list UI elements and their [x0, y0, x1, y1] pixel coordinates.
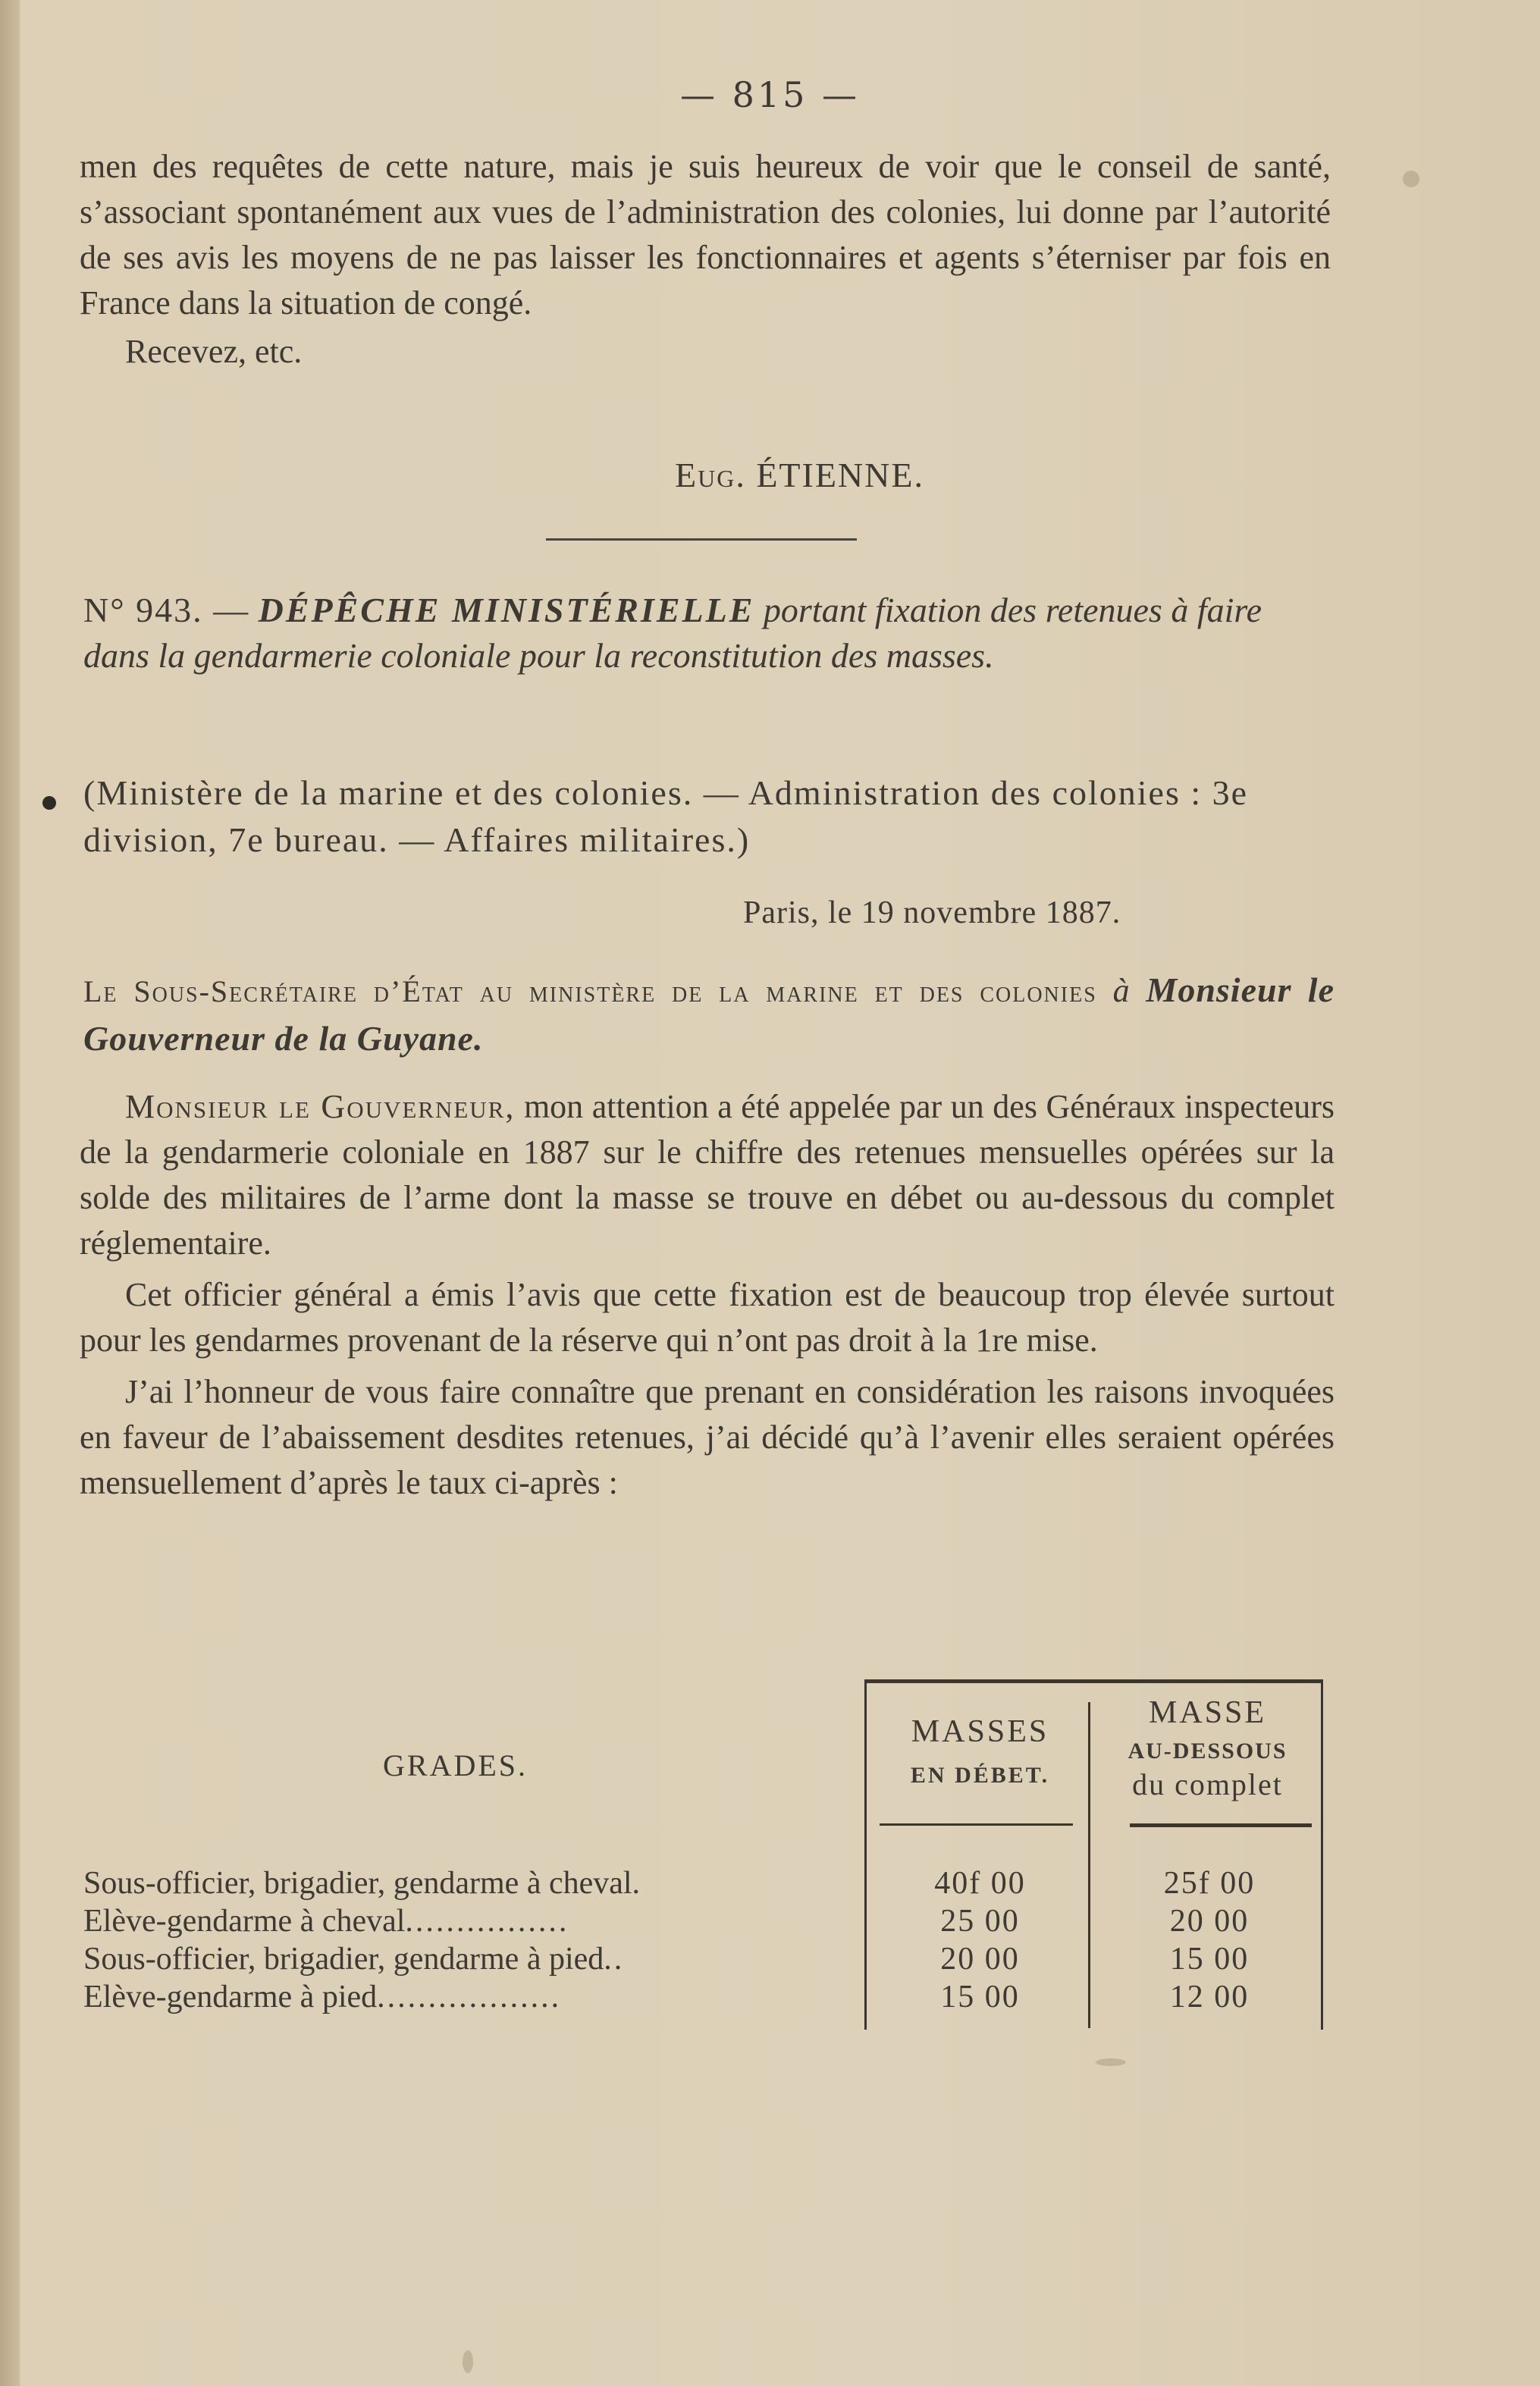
paper-stain: [1403, 171, 1419, 187]
ministry-reference: (Ministère de la marine et des colonies. — Administration des colonies : 3e division, 7e bureau. — Affaires militaires.): [83, 773, 1249, 859]
debet-cell: 40f 00: [934, 1866, 1026, 1901]
debet-cell: 20 00: [940, 1942, 1020, 1977]
column-header-debet-sub: EN DÉBET.: [910, 1763, 1050, 1788]
debet-cell: 25 00: [940, 1904, 1020, 1939]
intro-block: [80, 144, 1331, 375]
closing-formula: Recevez, etc.: [125, 333, 303, 370]
paper-stain: [463, 2350, 473, 2373]
address-line: [83, 967, 1335, 1064]
complet-cell: 15 00: [1169, 1942, 1250, 1977]
signature: Eug. ÉTIENNE.: [675, 456, 924, 494]
column-header-complet: MASSE: [1148, 1695, 1267, 1730]
grade-cell: Sous-officier, brigadier, gendarme à cheval.: [83, 1866, 641, 1901]
dateline: Paris, le 19 novembre 1887.: [743, 895, 1121, 930]
grade-cell: Elève-gendarme à cheval................: [83, 1904, 569, 1939]
separator-rule: [546, 538, 857, 541]
grade-cell: Sous-officier, brigadier, gendarme à pied..: [83, 1942, 625, 1977]
debet-cell: 15 00: [940, 1980, 1020, 2014]
page-number: — 815 —: [679, 74, 861, 115]
table-header-rule: [880, 1823, 1073, 1826]
sender: Le Sous-Secrétaire d’État au ministère de la marine et des colonies: [83, 974, 1097, 1008]
document-number: N° 943. —: [83, 591, 250, 629]
grade-cell: Elève-gendarme à pied..................: [83, 1980, 562, 2014]
address-to: à: [1112, 972, 1131, 1009]
document-title: DÉPÊCHE MINISTÉRIELLE: [258, 591, 755, 629]
document-heading: [83, 588, 1335, 679]
recipient: Monsieur le Gouverneur de la Guyane.: [83, 970, 1335, 1058]
table-row: [83, 1941, 1327, 1979]
complet-cell: 20 00: [1169, 1904, 1250, 1939]
body-paragraph-1-text: mon attention a été appelée par un des Généraux inspecteurs de la gendarmerie coloniale en 1887 sur le chiffre des retenues mensuelles opérées sur la solde des militaires de l’arme dont la masse se trouve en débet ou au-dessous du complet réglementaire.: [80, 1088, 1335, 1262]
body-block: [80, 1084, 1335, 1506]
complet-cell: 25f 00: [1163, 1866, 1256, 1901]
table-row: [83, 1979, 1327, 2017]
body-paragraph-1: [80, 1084, 1335, 1266]
table-row: [83, 1865, 1327, 1903]
salutation: Monsieur le Gouverneur,: [125, 1088, 516, 1125]
table-top-rule: [864, 1679, 1323, 1683]
complet-cell: 12 00: [1169, 1980, 1250, 2014]
table-row: [83, 1903, 1327, 1941]
document-subject: portant fixation des retenues à faire dans la gendarmerie coloniale pour la reconstitution des masses.: [83, 591, 1262, 675]
column-header-complet-sub2: du complet: [1132, 1767, 1283, 1801]
table-header-rule: [1130, 1823, 1312, 1827]
paper-stain: [1096, 2058, 1126, 2066]
margin-mark-icon: [42, 796, 56, 810]
binding-edge: [0, 0, 20, 2386]
column-header-complet-sub: AU-DESSOUS: [1128, 1739, 1288, 1764]
body-paragraph-2: Cet officier général a émis l’avis que cette fixation est de beaucoup trop élevée surtout pour les gendarmes provenant de la réserve qui n’ont pas droit à la 1re mise.: [80, 1276, 1335, 1359]
column-header-debet: MASSES: [911, 1714, 1049, 1749]
body-paragraph-3: J’ai l’honneur de vous faire connaître que prenant en considération les raisons invoquées en faveur de l’abaissement desdites retenues, j’ai décidé qu’à l’avenir elles seraient opérées mensuellement d’après le taux ci-après :: [80, 1373, 1335, 1501]
column-header-grades: GRADES.: [383, 1748, 528, 1782]
intro-paragraph: men des requêtes de cette nature, mais je suis heureux de voir que le conseil de santé, s’associant spontanément aux vues de l’administration des colonies, lui donne par l’autorité de ses avis les moyens de ne pas laisser les fonctionnaires et agents s’éterniser par fois en France dans la situation de congé.: [80, 148, 1331, 321]
retenues-table: [83, 1672, 1327, 2036]
